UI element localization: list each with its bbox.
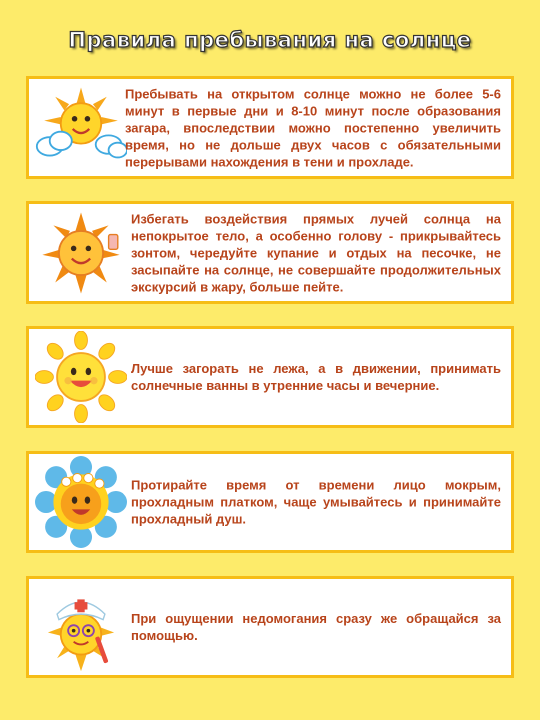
rule-text-5: При ощущении недомогания сразу же обращайся за помощью. xyxy=(131,611,501,643)
sun-with-drink-icon xyxy=(35,207,127,299)
sun-nurse-icon xyxy=(35,581,127,673)
smiling-sun-icon xyxy=(35,331,127,423)
rule-text-2: Избегать воздействия прямых лучей солнца на непокрытое тело, а особенно голову - прикрывайтесь зонтом, чередуйте купание и отдых на песочке, не засыпайте на солнце, не совершайте продолжительных экскурсий в жару, больше пейте. xyxy=(131,211,501,294)
rule-card-4 xyxy=(26,451,514,553)
rule-card-2 xyxy=(26,201,514,304)
rule-card-3 xyxy=(26,326,514,428)
rule-card-5 xyxy=(26,576,514,678)
rule-card-1 xyxy=(26,76,514,179)
rule-text-3: Лучше загорать не лежа, а в движении, принимать солнечные ванны в утренние часы и вечерние. xyxy=(131,361,501,393)
sun-with-clouds-icon xyxy=(35,82,127,174)
page-title: Правила пребывания на солнце xyxy=(68,28,472,52)
sun-flower-wreath-icon xyxy=(35,456,127,548)
rule-text-4: Протирайте время от времени лицо мокрым, прохладным платком, чаще умывайтесь и принимайте прохладный душ. xyxy=(131,477,501,527)
rule-text-1: Пребывать на открытом солнце можно не более 5-6 минут в первые дни и 8-10 минут после образования загара, впоследствии можно постепенно увеличить время, но не дольше двух часов с обязательными перерывами нахождения в тени и прохладе. xyxy=(125,86,501,169)
